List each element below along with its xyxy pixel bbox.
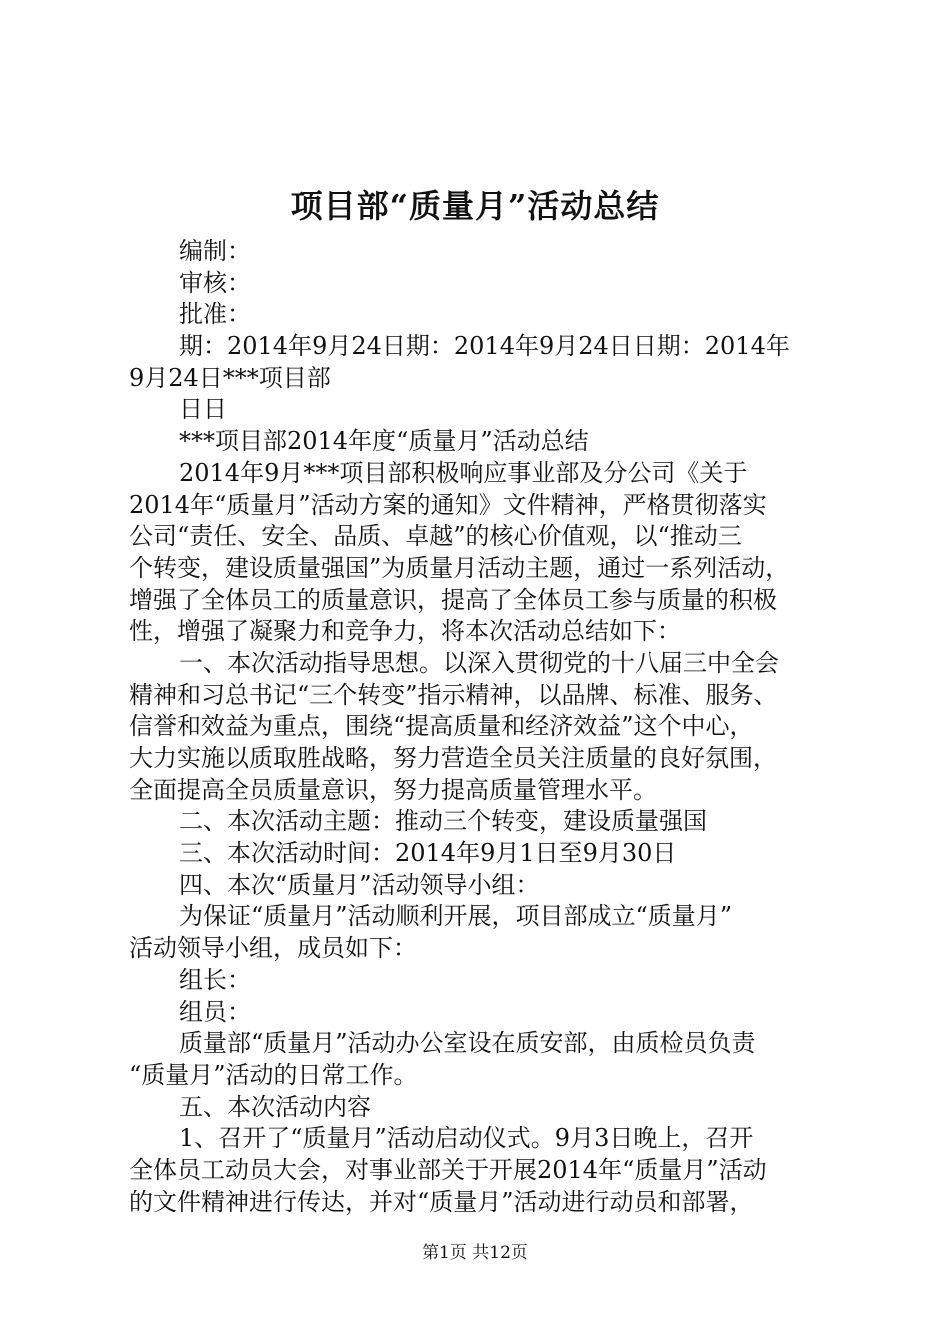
text-line: 9月24日***项目部 (129, 363, 331, 392)
text-line: 1、召开了“质量月”活动启动仪式。9月3日晚上，召开 (179, 1124, 754, 1153)
text-line: 质量部“质量月”活动办公室设在质安部，由质检员负责 (179, 1029, 756, 1058)
text-line: 个转变，建设质量强国”为质量月活动主题，通过一系列活动， (129, 553, 790, 582)
page-footer: 第1页 共12页 (422, 1243, 528, 1263)
text-line: 的文件精神进行传达，并对“质量月”活动进行动员和部署， (129, 1187, 754, 1216)
text-line: ***项目部2014年度“质量月”活动总结 (179, 427, 589, 456)
text-line: 二、本次活动主题：推动三个转变，建设质量强国 (179, 807, 707, 836)
text-line: 三、本次活动时间：2014年9月1日至9月30日 (179, 839, 677, 868)
text-line: “质量月”活动的日常工作。 (129, 1060, 418, 1089)
text-line: 为保证“质量月”活动顺利开展，项目部成立“质量月” (179, 902, 733, 931)
text-line: 信誉和效益为重点，围绕“提高质量和经济效益”这个中心， (129, 712, 754, 741)
text-line: 审核： (179, 268, 251, 297)
text-line: 组长： (179, 965, 251, 994)
text-line: 公司“责任、安全、品质、卓越”的核心价值观，以“推动三 (129, 522, 742, 551)
text-line: 日日 (179, 395, 227, 424)
text-line: 2014年“质量月”活动方案的通知》文件精神，严格贯彻落实 (129, 490, 767, 519)
document-title: 项目部“质量月”活动总结 (290, 187, 660, 225)
text-line: 精神和习总书记“三个转变”指示精神，以品牌、标准、服务、 (129, 680, 778, 709)
text-line: 编制： (179, 237, 251, 265)
text-line: 一、本次活动指导思想。以深入贯彻党的十八届三中全会 (179, 648, 779, 677)
text-line: 全体员工动员大会，对事业部关于开展2014年“质量月”活动 (129, 1155, 767, 1184)
text-line: 大力实施以质取胜战略，努力营造全员关注质量的良好氛围， (129, 744, 777, 772)
text-line: 四、本次“质量月”活动领导小组： (179, 870, 540, 899)
text-line: 增强了全体员工的质量意识，提高了全体员工参与质量的积极 (129, 585, 777, 614)
text-line: 五、本次活动内容 (179, 1092, 371, 1121)
text-line: 批准： (179, 300, 251, 329)
document-body (129, 236, 845, 1218)
text-line: 2014年9月***项目部积极响应事业部及分公司《关于 (179, 458, 748, 487)
text-line: 组员： (179, 997, 251, 1026)
text-line: 全面提高全员质量意识，努力提高质量管理水平。 (129, 775, 657, 804)
text-line: 性，增强了凝聚力和竞争力，将本次活动总结如下： (129, 617, 681, 646)
text-line: 活动领导小组，成员如下： (129, 934, 417, 963)
text-line: 期：2014年9月24日期：2014年9月24日日期：2014年 (179, 332, 790, 361)
